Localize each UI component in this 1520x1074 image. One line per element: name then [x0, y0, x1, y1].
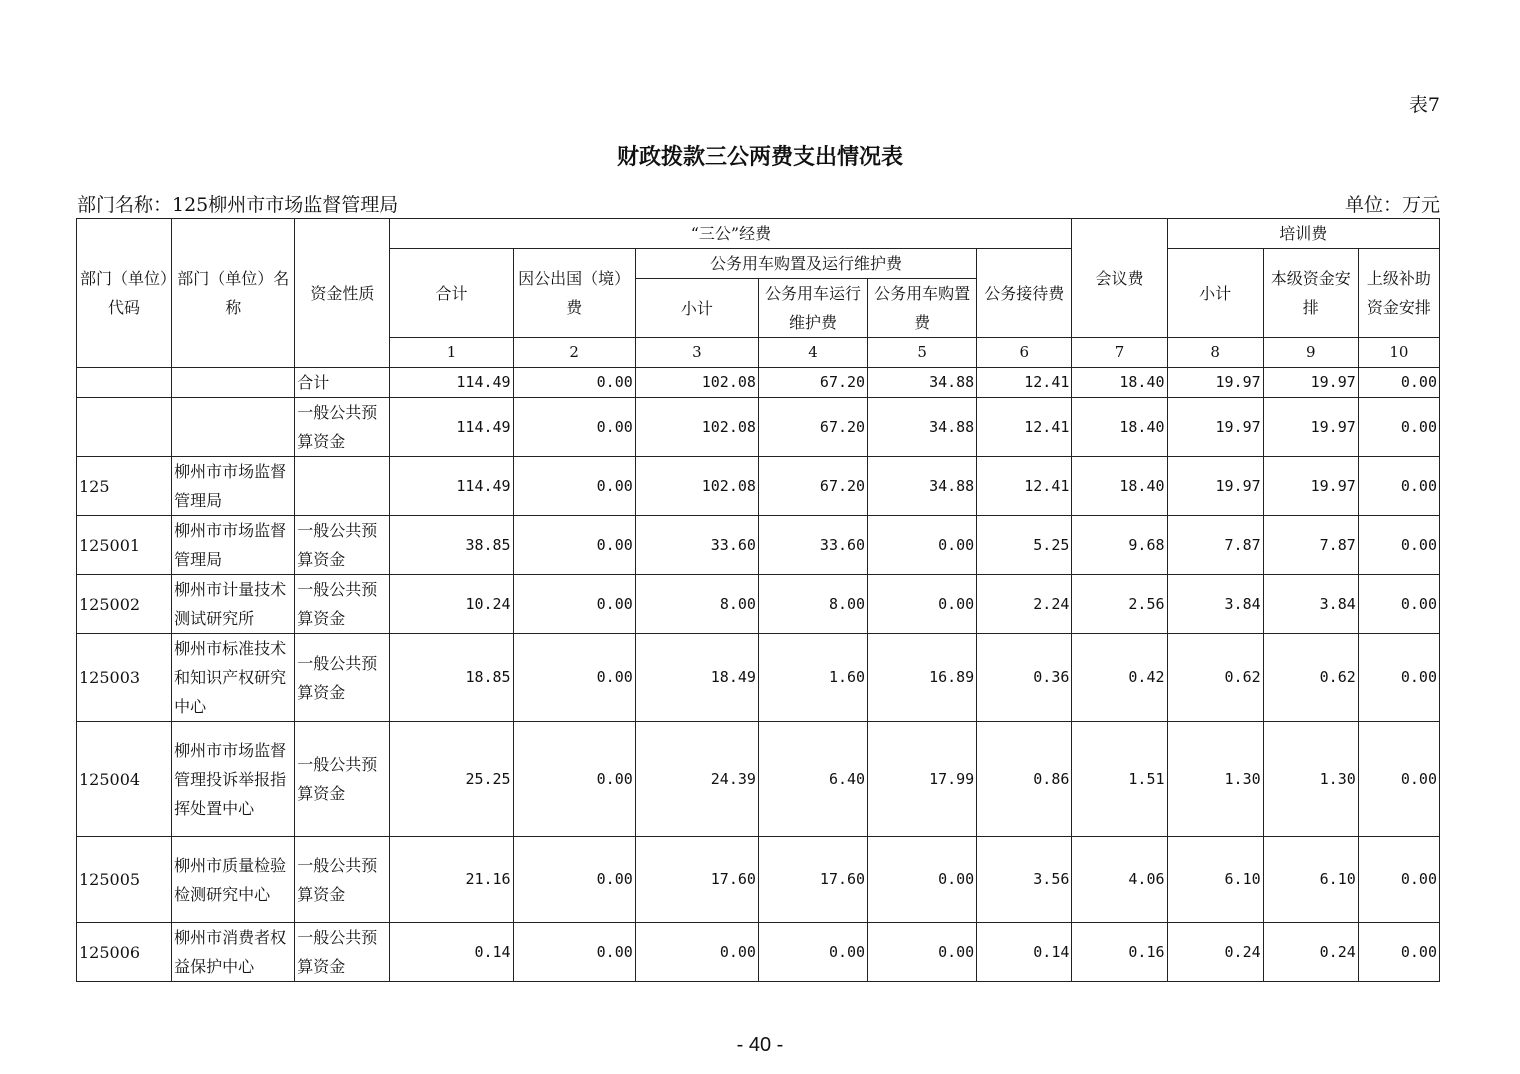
value-cell: 6.10 [1263, 837, 1358, 923]
value-cell: 1.51 [1072, 722, 1167, 837]
value-cell: 12.41 [977, 398, 1072, 457]
dept-name-cell: 柳州市市场监督管理投诉举报指挥处置中心 [172, 722, 295, 837]
fund-nature-cell: 一般公共预算资金 [295, 516, 390, 575]
value-cell: 102.08 [635, 398, 758, 457]
table-row [77, 575, 1440, 634]
page-number: - 40 - [736, 1034, 784, 1056]
header-overseas: 因公出国（境）费 [513, 249, 635, 338]
value-cell: 67.20 [758, 368, 867, 398]
value-cell: 18.40 [1072, 368, 1167, 398]
value-cell: 33.60 [758, 516, 867, 575]
index-cell: 8 [1167, 338, 1263, 368]
value-cell: 25.25 [390, 722, 513, 837]
value-cell: 4.06 [1072, 837, 1167, 923]
value-cell: 1.30 [1167, 722, 1263, 837]
value-cell: 6.10 [1167, 837, 1263, 923]
value-cell: 0.14 [390, 923, 513, 982]
page-title: 财政拨款三公两费支出情况表 [616, 144, 903, 170]
table-row [77, 923, 1440, 982]
index-cell: 3 [635, 338, 758, 368]
value-cell: 0.00 [1358, 575, 1439, 634]
value-cell: 17.60 [758, 837, 867, 923]
header-fund-nature: 资金性质 [295, 219, 390, 368]
dept-name-cell [172, 368, 295, 398]
unit-label: 单位：万元 [1344, 194, 1440, 216]
value-cell: 18.49 [635, 634, 758, 722]
table-row [77, 368, 1440, 398]
table-number: 表7 [1408, 94, 1440, 116]
value-cell: 0.00 [513, 634, 635, 722]
value-cell: 0.00 [868, 516, 977, 575]
value-cell: 67.20 [758, 457, 867, 516]
value-cell: 34.88 [868, 457, 977, 516]
fund-nature-cell: 一般公共预算资金 [295, 575, 390, 634]
header-car-purchase: 公务用车购置费 [868, 279, 977, 338]
expenditure-table [76, 218, 1440, 982]
department-label: 部门名称：125柳州市市场监督管理局 [77, 194, 399, 216]
value-cell: 102.08 [635, 368, 758, 398]
fund-nature-cell: 一般公共预算资金 [295, 923, 390, 982]
header-training-upper: 上级补助资金安排 [1358, 249, 1439, 338]
value-cell: 67.20 [758, 398, 867, 457]
value-cell: 16.89 [868, 634, 977, 722]
value-cell: 1.30 [1263, 722, 1358, 837]
value-cell: 0.00 [1358, 516, 1439, 575]
value-cell: 3.84 [1263, 575, 1358, 634]
value-cell: 3.56 [977, 837, 1072, 923]
fund-nature-cell: 一般公共预算资金 [295, 837, 390, 923]
value-cell: 0.00 [513, 398, 635, 457]
table-row [77, 722, 1440, 837]
index-cell: 6 [977, 338, 1072, 368]
dept-code-cell [77, 398, 172, 457]
value-cell: 0.00 [513, 516, 635, 575]
value-cell: 17.99 [868, 722, 977, 837]
value-cell: 19.97 [1263, 457, 1358, 516]
value-cell: 34.88 [868, 398, 977, 457]
dept-name-cell: 柳州市计量技术测试研究所 [172, 575, 295, 634]
dept-code-cell: 125002 [77, 575, 172, 634]
table-row [77, 837, 1440, 923]
value-cell: 0.00 [1358, 923, 1439, 982]
value-cell: 0.00 [868, 575, 977, 634]
header-training: 培训费 [1167, 219, 1439, 249]
value-cell: 0.00 [513, 837, 635, 923]
value-cell: 114.49 [390, 457, 513, 516]
value-cell: 0.00 [1358, 457, 1439, 516]
header-car-subtotal: 小计 [635, 279, 758, 338]
value-cell: 9.68 [1072, 516, 1167, 575]
fund-nature-cell: 一般公共预算资金 [295, 634, 390, 722]
value-cell: 8.00 [635, 575, 758, 634]
value-cell: 19.97 [1167, 457, 1263, 516]
value-cell: 114.49 [390, 368, 513, 398]
value-cell: 38.85 [390, 516, 513, 575]
value-cell: 8.00 [758, 575, 867, 634]
dept-code-cell: 125003 [77, 634, 172, 722]
dept-code-cell: 125006 [77, 923, 172, 982]
header-training-subtotal: 小计 [1167, 249, 1263, 338]
dept-name-cell: 柳州市标准技术和知识产权研究中心 [172, 634, 295, 722]
dept-name-cell [172, 398, 295, 457]
value-cell: 0.00 [513, 368, 635, 398]
value-cell: 7.87 [1167, 516, 1263, 575]
value-cell: 21.16 [390, 837, 513, 923]
index-cell: 1 [390, 338, 513, 368]
value-cell: 2.56 [1072, 575, 1167, 634]
value-cell: 0.00 [1358, 398, 1439, 457]
value-cell: 7.87 [1263, 516, 1358, 575]
table-row [77, 516, 1440, 575]
value-cell: 0.00 [1358, 722, 1439, 837]
value-cell: 3.84 [1167, 575, 1263, 634]
value-cell: 0.00 [513, 923, 635, 982]
value-cell: 12.41 [977, 457, 1072, 516]
header-meeting: 会议费 [1072, 219, 1167, 338]
value-cell: 0.16 [1072, 923, 1167, 982]
value-cell: 0.00 [1358, 368, 1439, 398]
dept-name-cell: 柳州市消费者权益保护中心 [172, 923, 295, 982]
dept-name-cell: 柳州市市场监督管理局 [172, 516, 295, 575]
header-total: 合计 [390, 249, 513, 338]
fund-nature-cell: 一般公共预算资金 [295, 398, 390, 457]
value-cell: 0.00 [1358, 634, 1439, 722]
value-cell: 6.40 [758, 722, 867, 837]
index-cell: 7 [1072, 338, 1167, 368]
value-cell: 0.42 [1072, 634, 1167, 722]
value-cell: 0.14 [977, 923, 1072, 982]
header-dept-code: 部门（单位）代码 [77, 219, 172, 368]
value-cell: 0.00 [513, 575, 635, 634]
value-cell: 18.85 [390, 634, 513, 722]
value-cell: 0.24 [1167, 923, 1263, 982]
table-row [77, 634, 1440, 722]
value-cell: 0.24 [1263, 923, 1358, 982]
index-cell: 10 [1358, 338, 1439, 368]
value-cell: 0.00 [635, 923, 758, 982]
header-reception: 公务接待费 [977, 249, 1072, 338]
value-cell: 34.88 [868, 368, 977, 398]
value-cell: 12.41 [977, 368, 1072, 398]
header-dept-name: 部门（单位）名称 [172, 219, 295, 368]
value-cell: 0.36 [977, 634, 1072, 722]
dept-code-cell: 125 [77, 457, 172, 516]
fund-nature-cell: 一般公共预算资金 [295, 722, 390, 837]
value-cell: 19.97 [1167, 368, 1263, 398]
value-cell: 0.00 [868, 923, 977, 982]
value-cell: 1.60 [758, 634, 867, 722]
table-row [77, 457, 1440, 516]
value-cell: 0.00 [513, 457, 635, 516]
value-cell: 114.49 [390, 398, 513, 457]
fund-nature-cell [295, 457, 390, 516]
value-cell: 17.60 [635, 837, 758, 923]
value-cell: 0.00 [513, 722, 635, 837]
value-cell: 0.86 [977, 722, 1072, 837]
header-sangong: “三公”经费 [390, 219, 1072, 249]
value-cell: 102.08 [635, 457, 758, 516]
value-cell: 19.97 [1263, 368, 1358, 398]
table-row [77, 398, 1440, 457]
value-cell: 0.62 [1263, 634, 1358, 722]
value-cell: 0.00 [868, 837, 977, 923]
value-cell: 18.40 [1072, 398, 1167, 457]
index-cell: 9 [1263, 338, 1358, 368]
index-cell: 5 [868, 338, 977, 368]
value-cell: 18.40 [1072, 457, 1167, 516]
header-car-maint: 公务用车运行维护费 [758, 279, 867, 338]
value-cell: 10.24 [390, 575, 513, 634]
value-cell: 19.97 [1263, 398, 1358, 457]
index-cell: 4 [758, 338, 867, 368]
dept-code-cell: 125001 [77, 516, 172, 575]
dept-code-cell [77, 368, 172, 398]
value-cell: 0.00 [1358, 837, 1439, 923]
value-cell: 19.97 [1167, 398, 1263, 457]
value-cell: 0.62 [1167, 634, 1263, 722]
header-car: 公务用车购置及运行维护费 [635, 249, 976, 279]
dept-name-cell: 柳州市质量检验检测研究中心 [172, 837, 295, 923]
value-cell: 33.60 [635, 516, 758, 575]
index-cell: 2 [513, 338, 635, 368]
dept-code-cell: 125005 [77, 837, 172, 923]
value-cell: 2.24 [977, 575, 1072, 634]
fund-nature-cell: 合计 [295, 368, 390, 398]
dept-name-cell: 柳州市市场监督管理局 [172, 457, 295, 516]
dept-code-cell: 125004 [77, 722, 172, 837]
value-cell: 5.25 [977, 516, 1072, 575]
table-body [77, 368, 1440, 982]
value-cell: 24.39 [635, 722, 758, 837]
header-training-local: 本级资金安排 [1263, 249, 1358, 338]
value-cell: 0.00 [758, 923, 867, 982]
